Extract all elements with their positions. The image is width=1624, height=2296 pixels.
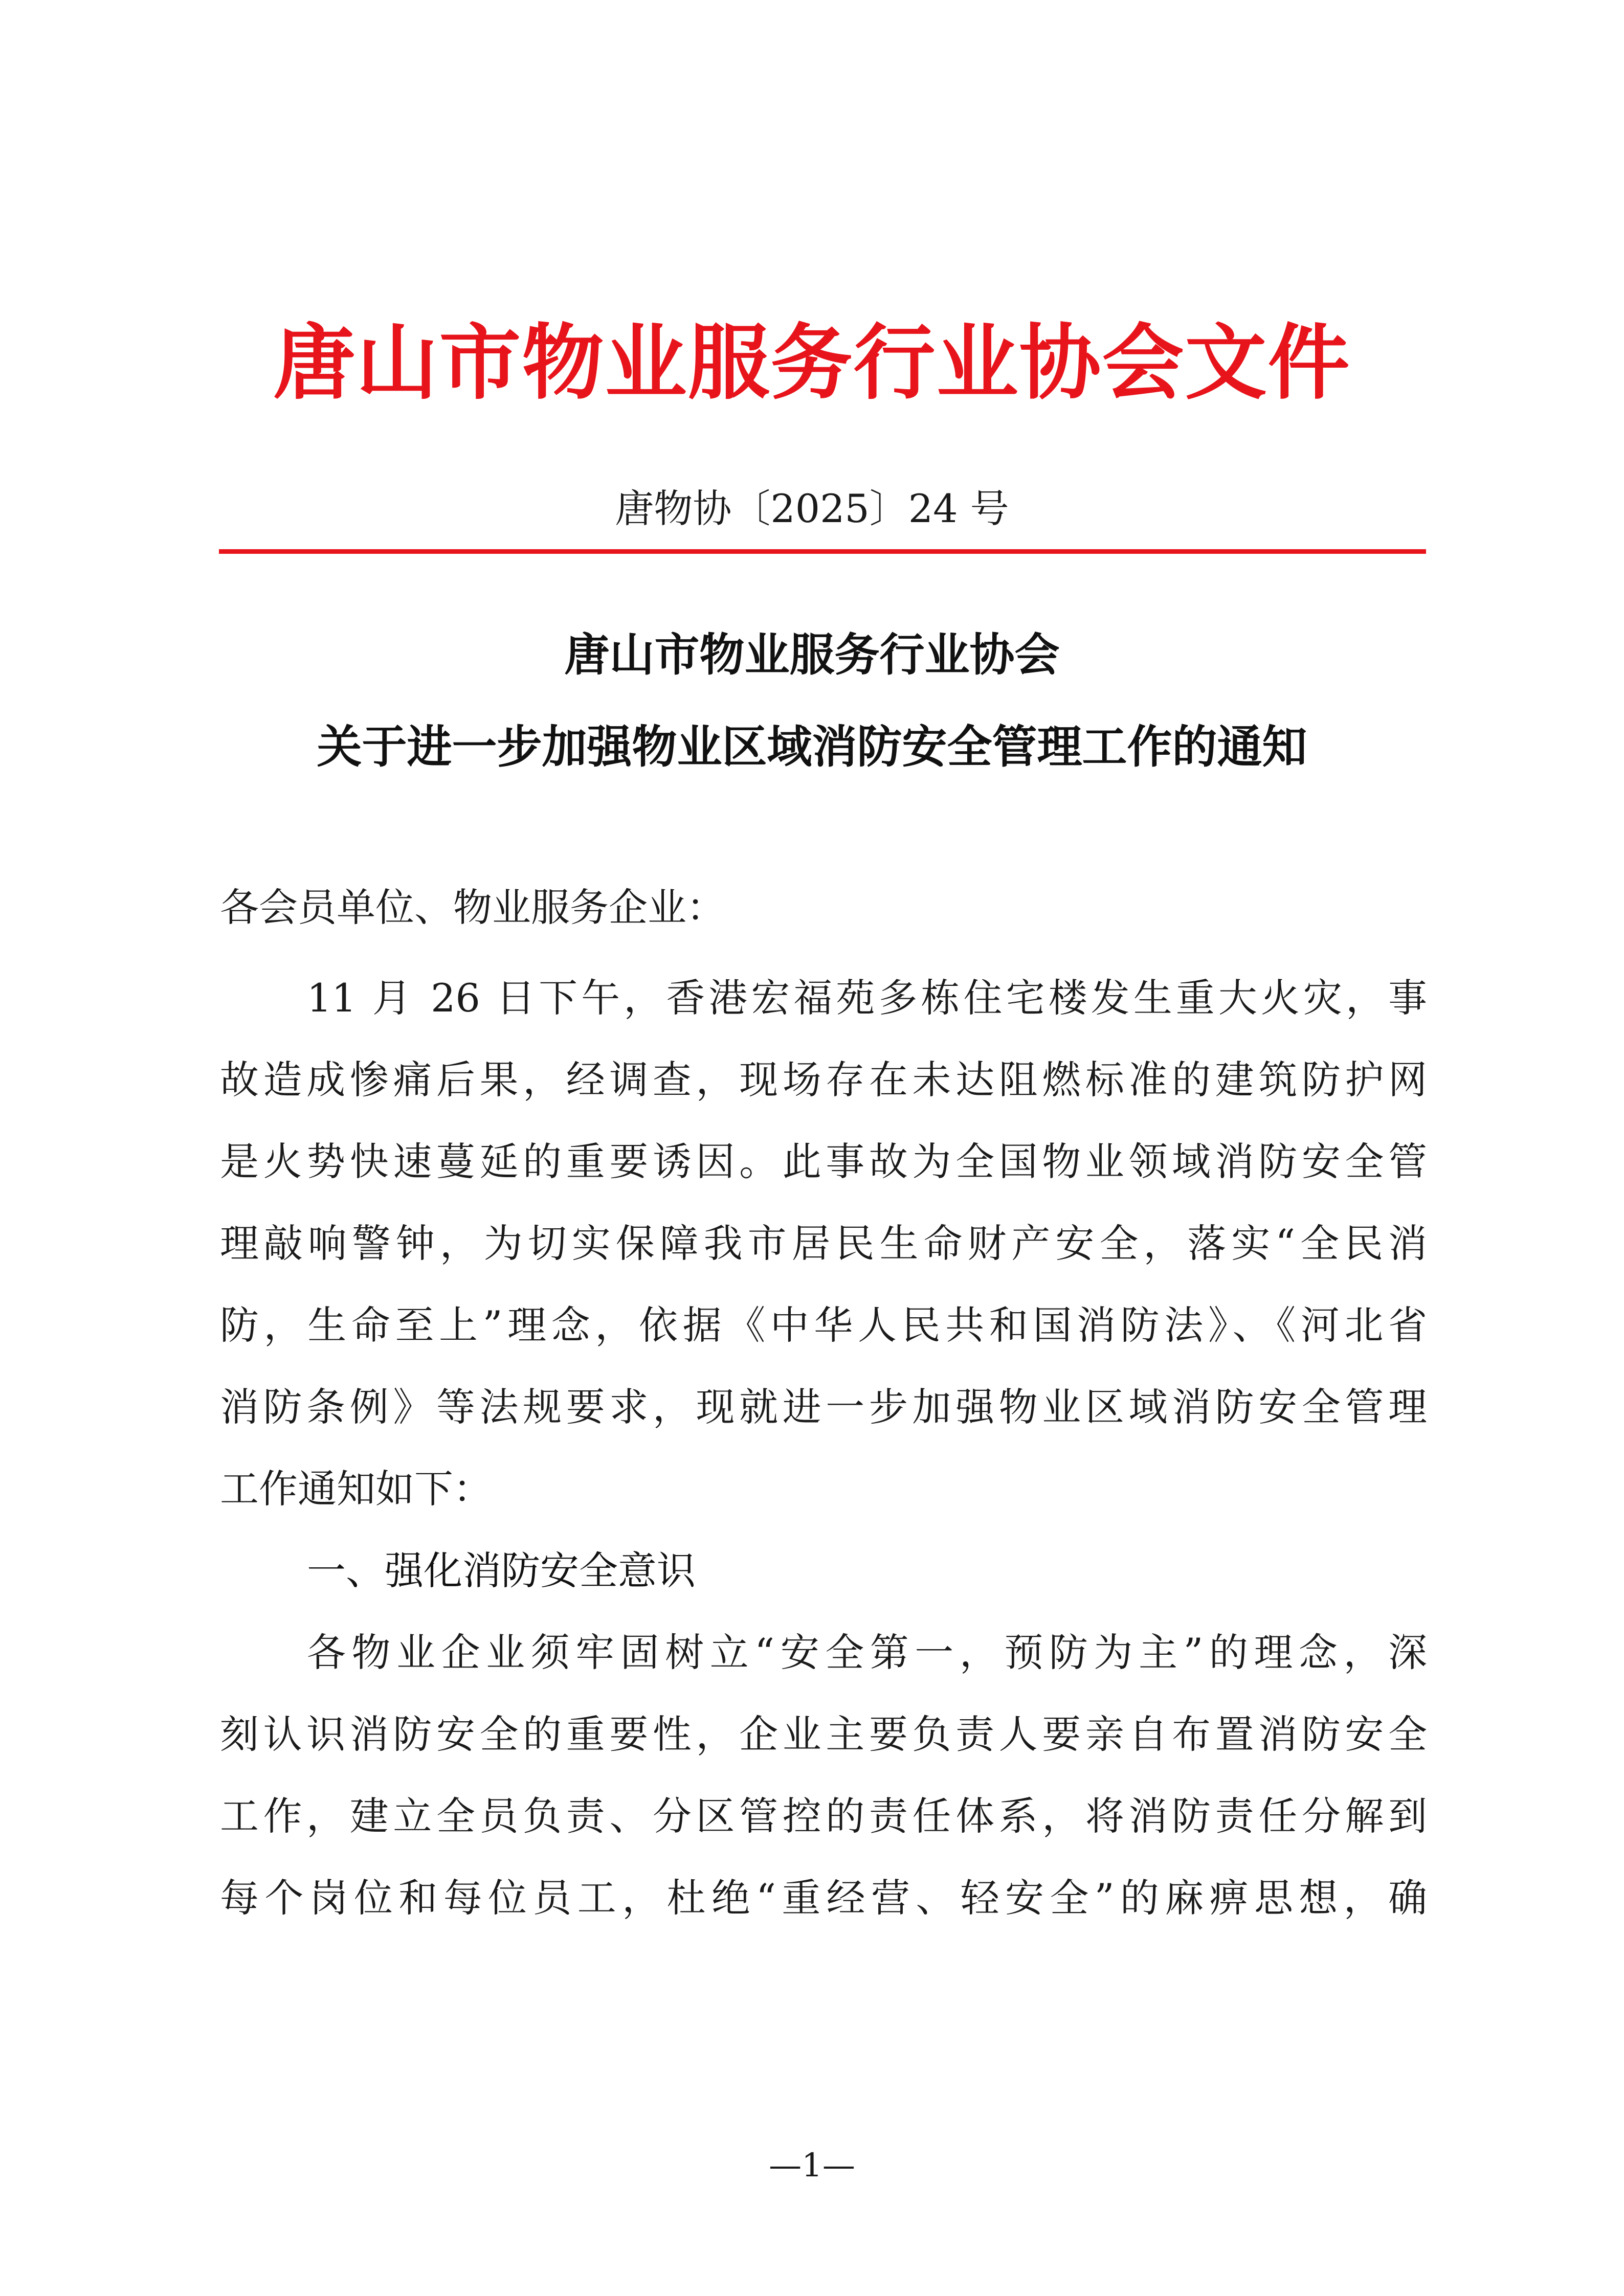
- paragraph-line: 工作通知如下：: [220, 1466, 492, 1512]
- page-number: —1—: [769, 2147, 855, 2185]
- paragraph-line: 消防条例》等法规要求，现就进一步加强物业区域消防安全管理: [220, 1384, 1427, 1430]
- paragraph-line: 11 月 26 日下午，香港宏福苑多栋住宅楼发生重大火灾，事: [307, 975, 1427, 1021]
- masthead-title: 唐山市物业服务行业协会文件: [273, 315, 1351, 411]
- salutation: 各会员单位、物业服务企业：: [220, 885, 725, 930]
- notice-title-line-2: 关于进一步加强物业区域消防安全管理工作的通知: [317, 720, 1307, 773]
- notice-title-line-1: 唐山市物业服务行业协会: [564, 628, 1060, 681]
- section-heading: 一、强化消防安全意识: [307, 1548, 696, 1593]
- paragraph-line: 是火势快速蔓延的重要诱因。此事故为全国物业领域消防安全管: [220, 1139, 1427, 1184]
- paragraph-line: 每个岗位和每位员工，杜绝“重经营、轻安全”的麻痹思想，确: [220, 1875, 1427, 1921]
- paragraph-line: 防，生命至上”理念，依据《中华人民共和国消防法》、《河北省: [220, 1302, 1427, 1348]
- paragraph-line: 工作，建立全员负责、分区管控的责任体系，将消防责任分解到: [220, 1793, 1427, 1839]
- paragraph-line: 各物业企业须牢固树立“安全第一，预防为主”的理念，深: [307, 1630, 1427, 1675]
- paragraph-line: 理敲响警钟，为切实保障我市居民生命财产安全，落实“全民消: [220, 1221, 1427, 1266]
- document-number: 唐物协〔2025〕24 号: [615, 486, 1009, 531]
- red-divider: [219, 549, 1426, 554]
- paragraph-line: 故造成惨痛后果，经调查，现场存在未达阻燃标准的建筑防护网: [220, 1057, 1427, 1102]
- paragraph-line: 刻认识消防安全的重要性，企业主要负责人要亲自布置消防安全: [220, 1712, 1427, 1757]
